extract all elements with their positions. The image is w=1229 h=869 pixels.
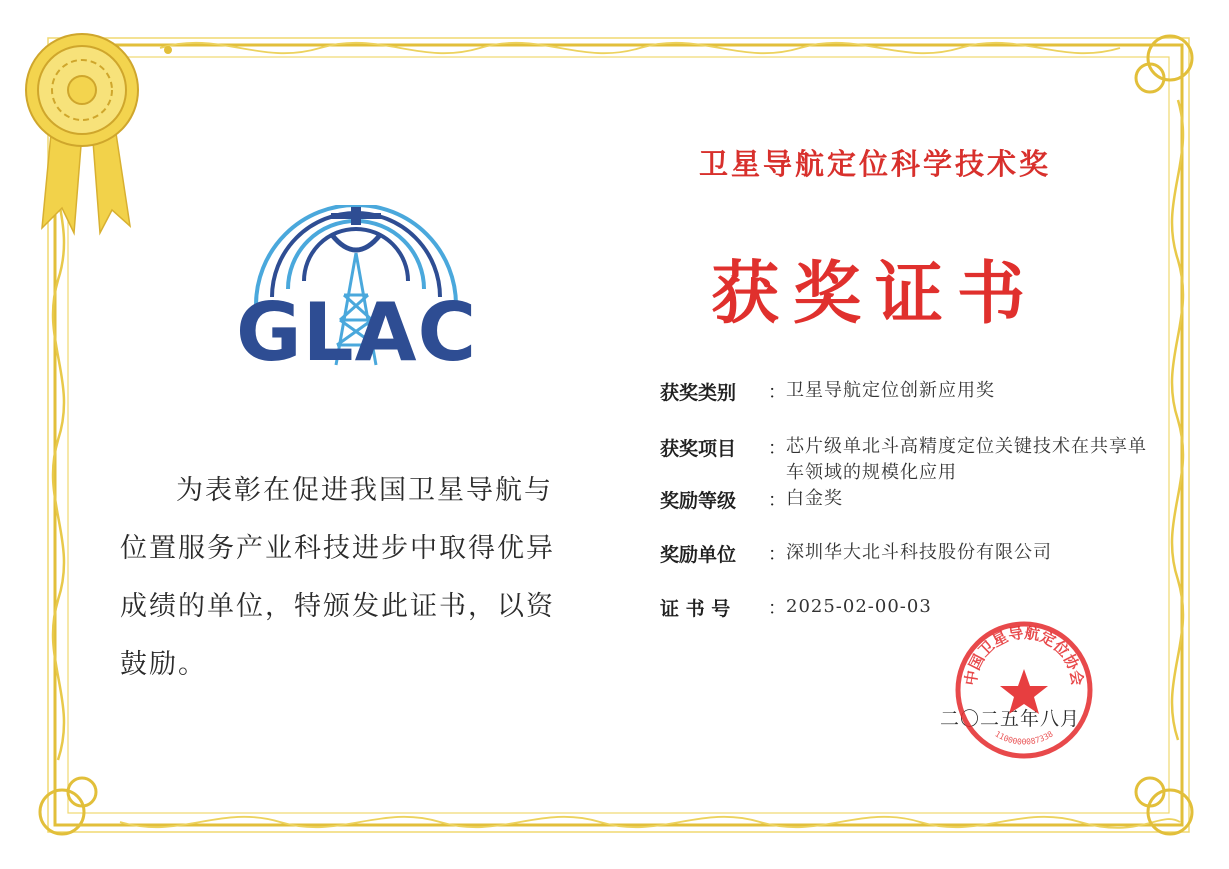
field-value: 2025-02-00-03: [786, 596, 932, 617]
svg-text:1100000087338: 1100000087338: [993, 729, 1055, 747]
field-label: 获奖类别: [660, 382, 737, 404]
field-row-category: [660, 378, 1150, 405]
gold-medal-icon: [22, 28, 142, 248]
official-seal-stamp: [953, 619, 1095, 761]
field-separator: ：: [768, 438, 786, 459]
certificate-title: 获奖证书: [710, 254, 1039, 334]
citation-text: 为表彰在促进我国卫星导航与位置服务产业科技进步中取得优异成绩的单位，特颁发此证书，以资鼓励。: [120, 475, 555, 680]
field-label: 奖励等级: [660, 490, 737, 512]
field-value: 芯片级单北斗高精度定位关键技术在共享单车领域的规模化应用: [786, 436, 1147, 483]
field-separator: ：: [768, 490, 786, 511]
field-row-level: [660, 486, 1150, 513]
field-label: 证 书 号: [660, 598, 731, 620]
issue-date: 二〇二五年八月: [940, 708, 1081, 730]
field-separator: ：: [768, 598, 786, 619]
field-separator: ：: [768, 382, 786, 403]
logo-text: GLAC: [236, 286, 478, 379]
field-label: 获奖项目: [660, 438, 737, 460]
field-row-project: [660, 434, 1150, 486]
field-value: 白金奖: [786, 488, 843, 509]
field-row-unit: [660, 540, 1150, 567]
field-value: 深圳华大北斗科技股份有限公司: [786, 542, 1052, 563]
field-row-certificate-number: [660, 594, 1150, 621]
field-value: 卫星导航定位创新应用奖: [786, 380, 995, 401]
glac-logo: [236, 205, 478, 379]
svg-text:中国卫星导航定位协会: 中国卫星导航定位协会: [961, 623, 1087, 687]
award-name: 卫星导航定位科学技术奖: [698, 147, 1051, 181]
field-separator: ：: [768, 544, 786, 565]
field-label: 奖励单位: [660, 544, 737, 566]
